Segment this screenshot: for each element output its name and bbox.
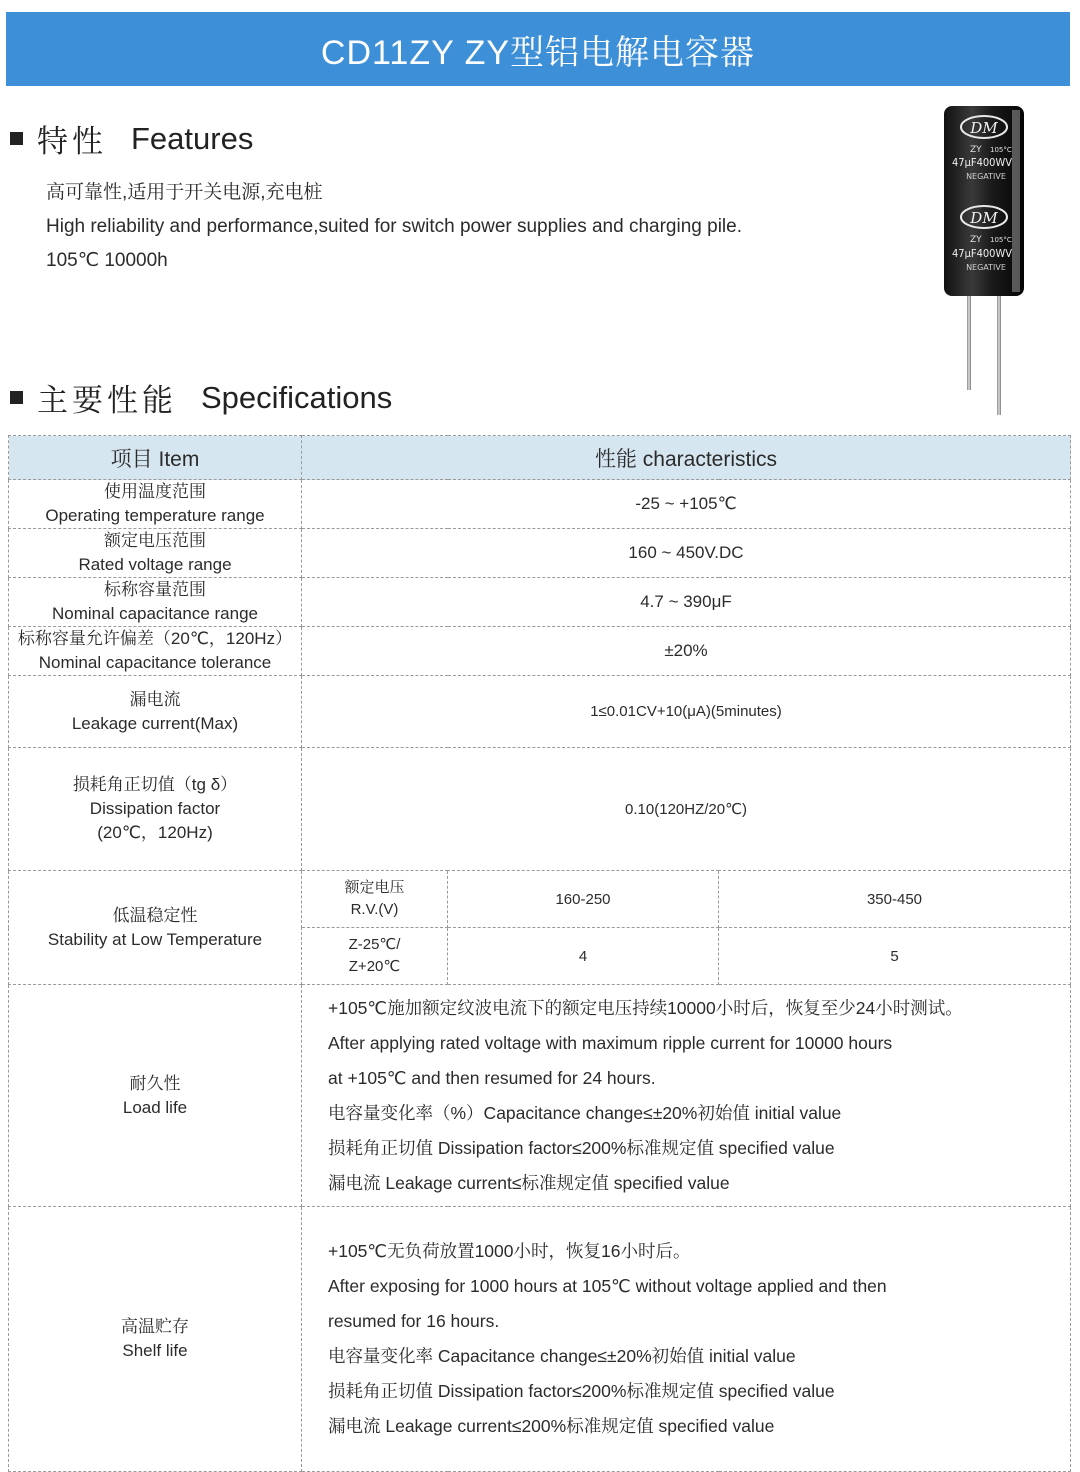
square-bullet-icon <box>10 132 23 145</box>
features-line: 105℃ 10000h <box>46 250 168 271</box>
negative-text: NEGATIVE <box>966 263 1006 272</box>
row-value: 160 ~ 450V.DC <box>302 529 1071 578</box>
brand-text: DM <box>970 209 998 227</box>
description-line: 漏电流 Leakage current≤200%标准规定值 specified value <box>328 1416 775 1436</box>
row-value: 4.7 ~ 390μF <box>302 578 1071 627</box>
row-label-zh: 损耗角正切值（tg δ） <box>72 775 238 794</box>
features-line: 高可靠性,适用于开关电源,充电桩 <box>46 182 323 203</box>
rated-voltage-a: 160-250 <box>448 871 719 928</box>
features-line: High reliability and performance,suited for switch power supplies and charging pile. <box>46 216 742 237</box>
row-label <box>9 529 302 578</box>
table-row <box>9 529 1071 578</box>
description-line: 电容量变化率（%）Capacitance change≤±20%初始值 initial value <box>328 1102 842 1123</box>
row-label-zh: 高温贮存 <box>121 1317 189 1336</box>
lead-right <box>997 280 1001 415</box>
description-line: 损耗角正切值 Dissipation factor≤200%标准规定值 specified value <box>328 1381 835 1401</box>
description-line: 电容量变化率 Capacitance change≤±20%初始值 initial value <box>328 1346 796 1366</box>
table-header-row <box>9 436 1071 480</box>
page-title: CD11ZY ZY型铝电解电容器 <box>320 33 756 72</box>
brand-text: DM <box>970 119 998 137</box>
row-label-condition: (20℃，120Hz) <box>97 823 213 842</box>
row-label-en: Stability at Low Temperature <box>47 929 263 949</box>
impedance-ratio-a: 4 <box>448 928 719 985</box>
specifications-table <box>8 435 1071 1472</box>
row-label-zh: 标称容量范围 <box>104 580 206 599</box>
rated-voltage-label-zh: 额定电压 <box>344 879 405 896</box>
row-label <box>9 480 302 529</box>
specifications-heading-en: Specifications <box>201 379 393 415</box>
specifications-heading-zh: 主要性能 <box>37 383 177 418</box>
row-value: 0.10(120HZ/20℃) <box>302 748 1071 871</box>
description-line: 漏电流 Leakage current≤标准规定值 specified value <box>328 1172 730 1193</box>
row-label-en: Shelf life <box>122 1341 188 1360</box>
description-line: After exposing for 1000 hours at 105℃ without voltage applied and then <box>328 1276 887 1296</box>
table-row <box>9 676 1071 748</box>
row-label <box>9 676 302 748</box>
rating-text: 47μF400WV <box>951 247 1013 260</box>
row-label <box>9 871 302 985</box>
capacitor-image <box>940 100 1030 420</box>
features-text <box>46 176 742 278</box>
rated-voltage-label-en: R.V.(V) <box>350 901 399 918</box>
row-label-en: Leakage current(Max) <box>71 713 239 733</box>
row-label <box>9 985 302 1207</box>
series-text: ZY <box>970 145 982 155</box>
row-label-en: Nominal capacitance tolerance <box>38 653 272 672</box>
row-label-en: Operating temperature range <box>45 506 265 525</box>
negative-text: NEGATIVE <box>966 172 1006 181</box>
impedance-ratio-b: 5 <box>719 928 1071 985</box>
impedance-ratio-label-1: Z-25℃/ <box>348 936 401 953</box>
shelf-life-description <box>302 1207 1071 1472</box>
impedance-ratio-label-2: Z+20℃ <box>348 958 401 975</box>
row-label <box>9 627 302 676</box>
table-row <box>9 578 1071 627</box>
description-line: 损耗角正切值 Dissipation factor≤200%标准规定值 specified value <box>328 1137 835 1158</box>
row-label <box>9 578 302 627</box>
specifications-heading <box>10 375 392 420</box>
impedance-ratio-label <box>302 928 448 985</box>
rated-voltage-label <box>302 871 448 928</box>
table-row <box>9 627 1071 676</box>
row-value: ±20% <box>302 627 1071 676</box>
temp-text: 105°C <box>990 146 1012 154</box>
lead-left <box>967 280 971 390</box>
description-line: After applying rated voltage with maximum ripple current for 10000 hours <box>328 1032 893 1053</box>
features-heading-zh: 特性 <box>37 124 107 159</box>
temp-text: 105°C <box>990 236 1012 244</box>
rating-text: 47μF400WV <box>951 156 1013 169</box>
negative-stripe <box>1012 110 1020 292</box>
description-line: +105℃无负荷放置1000小时，恢复16小时后。 <box>328 1241 691 1261</box>
load-life-description <box>302 985 1071 1207</box>
row-label-en: Dissipation factor <box>89 799 221 818</box>
features-heading <box>10 116 253 161</box>
table-row <box>9 1207 1071 1472</box>
table-row <box>9 985 1071 1207</box>
row-value: -25 ~ +105℃ <box>302 480 1071 529</box>
description-line: at +105℃ and then resumed for 24 hours. <box>328 1067 656 1088</box>
description-line: resumed for 16 hours. <box>328 1311 500 1331</box>
rated-voltage-b: 350-450 <box>719 871 1071 928</box>
row-label <box>9 1207 302 1472</box>
description-line: +105℃施加额定纹波电流下的额定电压持续10000小时后，恢复至少24小时测试。 <box>328 997 963 1018</box>
table-row <box>9 480 1071 529</box>
row-label-en: Nominal capacitance range <box>51 604 258 623</box>
row-label-zh: 低温稳定性 <box>112 905 198 925</box>
table-row <box>9 748 1071 871</box>
row-label-zh: 额定电压范围 <box>104 531 206 550</box>
row-value: 1≤0.01CV+10(μA)(5minutes) <box>302 676 1071 748</box>
row-label-zh: 耐久性 <box>129 1073 181 1093</box>
row-label-zh: 使用温度范围 <box>104 482 206 501</box>
row-label-en: Rated voltage range <box>78 555 232 574</box>
square-bullet-icon <box>10 391 23 404</box>
table-row <box>9 871 1071 928</box>
header-item: 项目 Item <box>9 436 302 480</box>
row-label-en: Load life <box>122 1097 188 1117</box>
features-heading-en: Features <box>131 120 254 156</box>
row-label <box>9 748 302 871</box>
series-text: ZY <box>970 235 982 245</box>
title-banner <box>6 12 1070 86</box>
row-label-zh: 标称容量允许偏差（20℃，120Hz） <box>17 629 293 648</box>
row-label-zh: 漏电流 <box>129 689 181 709</box>
header-characteristics: 性能 characteristics <box>302 436 1071 480</box>
